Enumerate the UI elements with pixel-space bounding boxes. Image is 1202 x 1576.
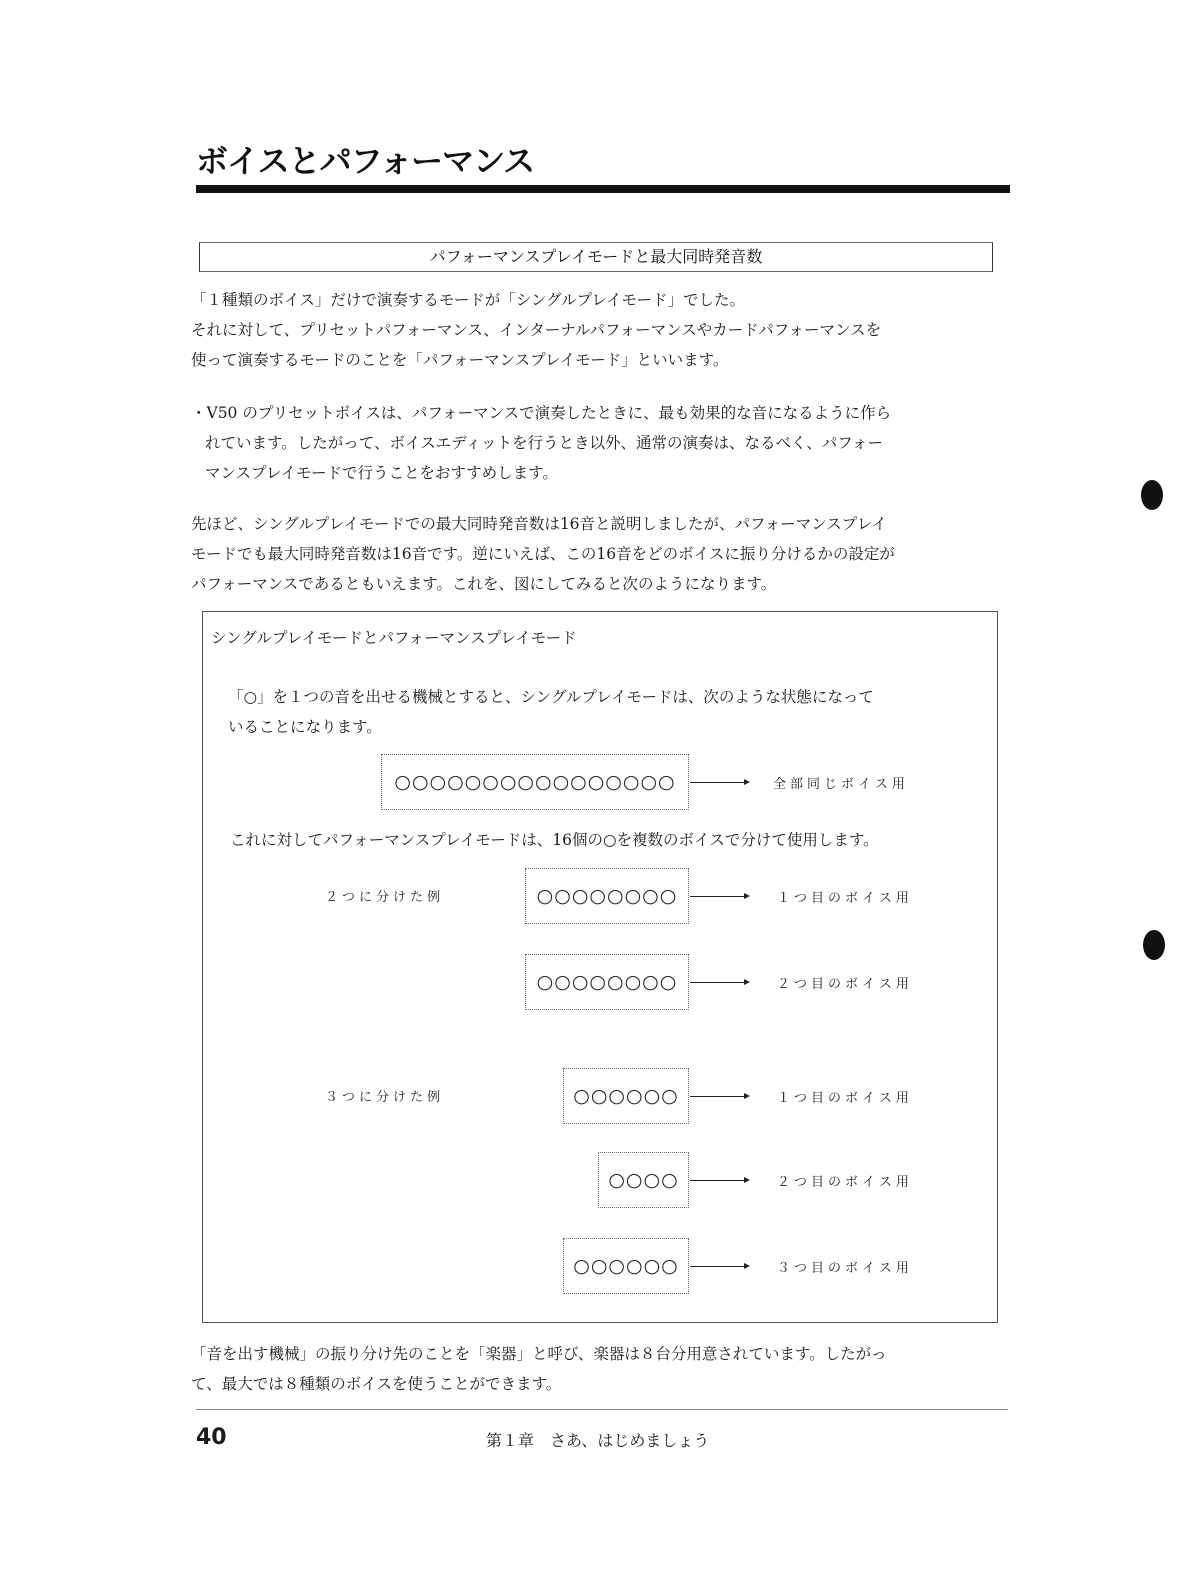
bullet-line: マンスプレイモードで行うことをおすすめします。	[205, 464, 558, 482]
arrow-icon	[690, 1096, 748, 1097]
closing-paragraph	[191, 1339, 1011, 1399]
split2-circles-box-1	[525, 868, 689, 924]
split2-circles-box-2	[525, 954, 689, 1010]
single-voice-label: 全部同じボイス用	[773, 777, 909, 792]
voice-circles: ○○○○	[608, 1169, 679, 1191]
split3-circles-box-2	[598, 1152, 689, 1208]
figure-text-line: 「○」を１つの音を出せる機械とすると、シングルプレイモードは、次のような状態になって	[228, 688, 874, 706]
bullet-note	[191, 398, 1011, 488]
arrow-icon	[690, 1266, 748, 1267]
voice-circles: ○○○○○○○○○○○○○○○○	[394, 771, 676, 793]
closing-line: 「音を出す機械」の振り分け先のことを「楽器」と呼び、楽器は８台分用意されています。したがっ	[191, 1345, 887, 1363]
section-header-box	[199, 242, 993, 272]
intro-line: それに対して、プリセットパフォーマンス、インターナルパフォーマンスやカードパフォーマンスを	[191, 321, 882, 339]
voice-circles: ○○○○○○○○	[536, 885, 678, 907]
split3-label: ３つに分けた例	[325, 1090, 445, 1105]
intro-line: 「１種類のボイス」だけで演奏するモードが「シングルプレイモード」でした。	[191, 291, 746, 309]
body-paragraph	[191, 509, 1011, 599]
footer-rule	[196, 1409, 1008, 1410]
section-title: パフォーマンスプレイモードと最大同時発音数	[429, 247, 763, 266]
split3-voice-label-2: ２つ目のボイス用	[777, 1175, 913, 1190]
bullet-line: ・V50 のプリセットボイスは、パフォーマンスで演奏したときに、最も効果的な音になるように作ら	[191, 404, 892, 422]
figure-text-line: いることになります。	[228, 718, 382, 736]
arrow-icon	[690, 982, 748, 983]
page-number: 40	[196, 1425, 227, 1450]
figure-text-performance: これに対してパフォーマンスプレイモードは、16個の○を複数のボイスで分けて使用します。	[230, 831, 879, 849]
split3-circles-box-3	[563, 1238, 689, 1294]
split3-circles-box-1	[563, 1068, 689, 1124]
title-rule	[196, 185, 1010, 193]
body-line: モードでも最大同時発音数は16音です。逆にいえば、この16音をどのボイスに振り分けるかの設定が	[191, 545, 895, 563]
binding-hole	[1141, 480, 1163, 510]
body-line: 先ほど、シングルプレイモードでの最大同時発音数は16音と説明しましたが、パフォーマンスプレイ	[191, 515, 887, 533]
binding-hole	[1143, 930, 1165, 960]
arrow-icon	[690, 1180, 748, 1181]
closing-line: て、最大では８種類のボイスを使うことができます。	[191, 1375, 562, 1393]
figure-text-intro	[228, 682, 874, 742]
split3-voice-label-1: １つ目のボイス用	[777, 1091, 913, 1106]
arrow-icon	[690, 896, 748, 897]
arrow-icon	[690, 782, 748, 783]
voice-circles: ○○○○○○	[573, 1255, 679, 1277]
voice-circles: ○○○○○○	[573, 1085, 679, 1107]
body-line: パフォーマンスであるともいえます。これを、図にしてみると次のようになります。	[191, 575, 777, 593]
split2-label: ２つに分けた例	[325, 890, 445, 905]
single-circles-box	[381, 754, 689, 810]
intro-line: 使って演奏するモードのことを「パフォーマンスプレイモード」といいます。	[191, 351, 729, 369]
intro-paragraph	[191, 285, 1011, 375]
chapter-title: 第１章 さあ、はじめましょう	[486, 1431, 710, 1450]
figure-heading: シングルプレイモードとパフォーマンスプレイモード	[211, 629, 577, 647]
split3-voice-label-3: ３つ目のボイス用	[777, 1261, 913, 1276]
split2-voice-label-2: ２つ目のボイス用	[777, 977, 913, 992]
voice-circles: ○○○○○○○○	[536, 971, 678, 993]
split2-voice-label-1: １つ目のボイス用	[777, 891, 913, 906]
bullet-line: れています。したがって、ボイスエディットを行うとき以外、通常の演奏は、なるべく、パフォー	[205, 434, 883, 452]
page-title: ボイスとパフォーマンス	[196, 142, 535, 180]
